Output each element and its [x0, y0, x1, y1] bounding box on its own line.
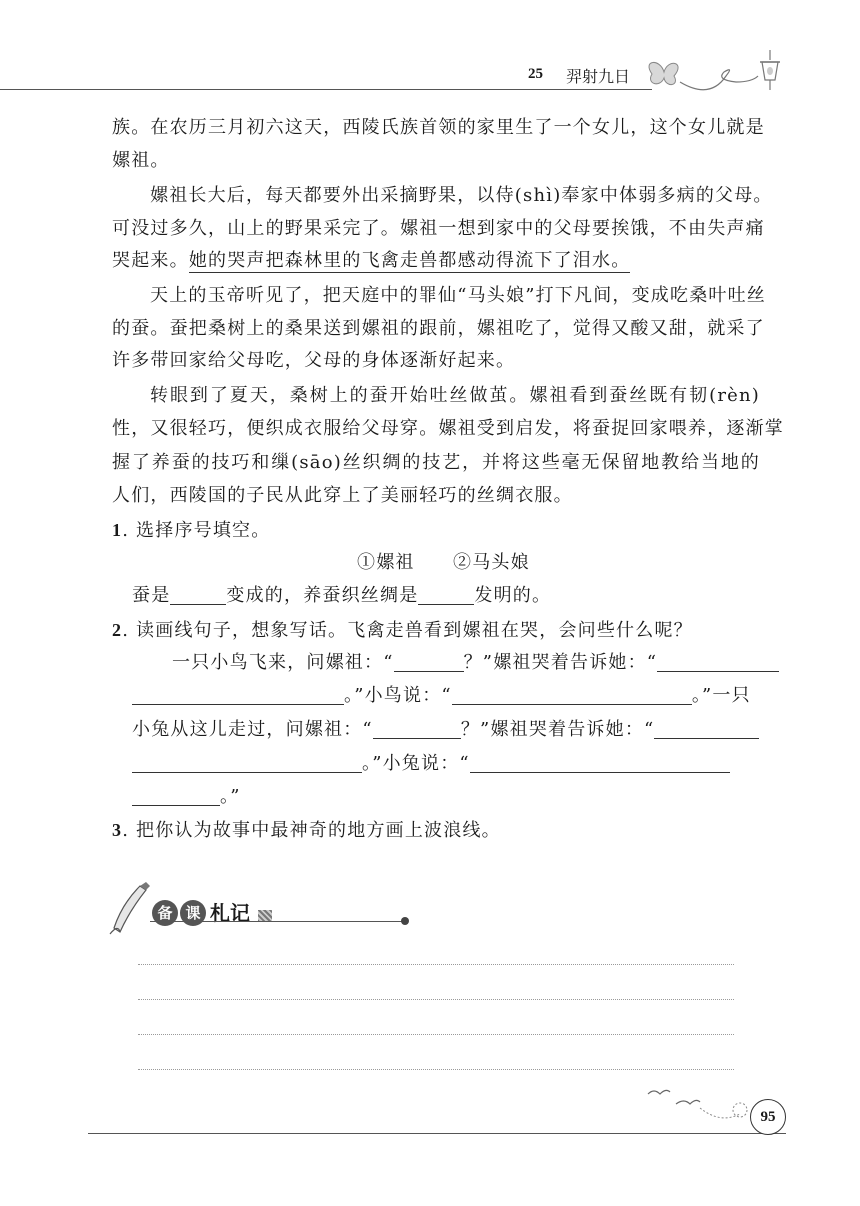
sentence-part: ？”嫘祖哭着告诉她：“	[460, 719, 655, 740]
underlined-sentence: 她的哭声把森林里的飞禽走兽都感动得流下了泪水。	[188, 250, 631, 271]
notes-rule	[150, 921, 403, 922]
footer-rule	[88, 1133, 786, 1134]
sentence-part: 。”一只	[691, 685, 751, 706]
question-number: 3	[112, 820, 123, 840]
brush-pen-icon	[108, 880, 158, 936]
story-text: 哭起来。	[112, 250, 189, 271]
writing-line	[172, 651, 779, 675]
story-line: 许多带回家给父母吃，父母的身体逐渐好起来。	[112, 350, 516, 371]
question-1	[112, 518, 270, 543]
notes-title: 札记	[210, 901, 250, 925]
sentence-part: 蚕是	[132, 585, 171, 606]
answer-blank[interactable]	[373, 720, 461, 739]
question-3	[112, 818, 501, 843]
answer-blank[interactable]	[394, 653, 464, 672]
answer-blank[interactable]	[132, 754, 362, 773]
story-line: 天上的玉帝听见了，把天庭中的罪仙“马头娘”打下凡间，变成吃桑叶吐丝	[150, 285, 767, 306]
story-line: 握了养蚕的技巧和缫(sāo)丝织绸的技艺，并将这些毫无保留地教给当地的	[112, 452, 760, 473]
question-text: . 读画线句子，想象写话。飞禽走兽看到嫘祖在哭，会问些什么呢？	[122, 620, 693, 641]
lesson-number: 25	[528, 66, 543, 82]
sentence-part: 小兔从这儿走过，问嫘祖：“	[132, 719, 373, 740]
story-line: 的蚕。蚕把桑树上的桑果送到嫘祖的跟前，嫘祖吃了，觉得又酸又甜，就采了	[112, 318, 765, 339]
notes-badge: 课	[180, 900, 206, 926]
writing-line	[132, 718, 759, 742]
sentence-part: 变成的，养蚕织丝绸是	[226, 585, 419, 606]
story-line: 可没过多久，山上的野果采完了。嫘祖一想到家中的父母要挨饿，不由失声痛	[112, 218, 765, 239]
note-writing-line[interactable]	[138, 964, 734, 965]
sentence-part: ？”嫘祖哭着告诉她：“	[463, 652, 658, 673]
writing-line	[132, 752, 730, 776]
bird-decoration-icon	[640, 1084, 752, 1130]
note-writing-line[interactable]	[138, 1069, 734, 1070]
question-text: . 选择序号填空。	[122, 520, 271, 541]
question-number: 2	[112, 620, 123, 640]
note-writing-line[interactable]	[138, 1034, 734, 1035]
question-text: . 把你认为故事中最神奇的地方画上波浪线。	[122, 820, 501, 841]
lesson-title: 羿射九日	[566, 67, 631, 86]
answer-blank[interactable]	[654, 720, 759, 739]
sentence-part: 一只小鸟飞来，问嫘祖：“	[172, 652, 394, 673]
answer-options: ①嫘祖 ②马头娘	[357, 552, 530, 573]
question-number: 1	[112, 520, 123, 540]
fill-in-sentence	[132, 584, 551, 608]
story-line: 人们，西陵国的子民从此穿上了美丽轻巧的丝绸衣服。	[112, 485, 573, 506]
sentence-part: 发明的。	[474, 585, 552, 606]
story-line	[112, 249, 630, 273]
answer-blank[interactable]	[170, 586, 226, 605]
story-line: 嫘祖。	[112, 150, 170, 171]
question-2	[112, 618, 693, 643]
answer-blank[interactable]	[470, 754, 730, 773]
story-line: 族。在农历三月初六这天，西陵氏族首领的家里生了一个女儿，这个女儿就是	[112, 117, 765, 138]
notes-badge: 备	[152, 900, 178, 926]
story-line: 性，又很轻巧，便织成衣服给父母穿。嫘祖受到启发，将蚕捉回家喂养，逐渐掌	[112, 418, 784, 439]
story-line: 嫘祖长大后，每天都要外出采摘野果，以侍(shì)奉家中体弱多病的父母。	[150, 185, 773, 206]
answer-blank[interactable]	[132, 787, 220, 806]
page-number: 95	[750, 1099, 786, 1135]
sentence-part: 。”	[220, 786, 241, 807]
header-rule	[0, 89, 652, 90]
writing-line	[132, 684, 751, 708]
sentence-part: 。”小兔说：“	[362, 753, 470, 774]
note-writing-line[interactable]	[138, 999, 734, 1000]
story-line: 转眼到了夏天，桑树上的蚕开始吐丝做茧。嫘祖看到蚕丝既有韧(rèn)	[150, 385, 760, 406]
sentence-part: 。”小鸟说：“	[344, 685, 452, 706]
answer-blank[interactable]	[657, 653, 779, 672]
butterfly-lamp-decoration-icon	[640, 46, 790, 96]
answer-blank[interactable]	[452, 686, 692, 705]
writing-line	[132, 785, 241, 809]
notes-rule-end-dot	[401, 917, 409, 925]
answer-blank[interactable]	[132, 686, 344, 705]
answer-blank[interactable]	[418, 586, 474, 605]
